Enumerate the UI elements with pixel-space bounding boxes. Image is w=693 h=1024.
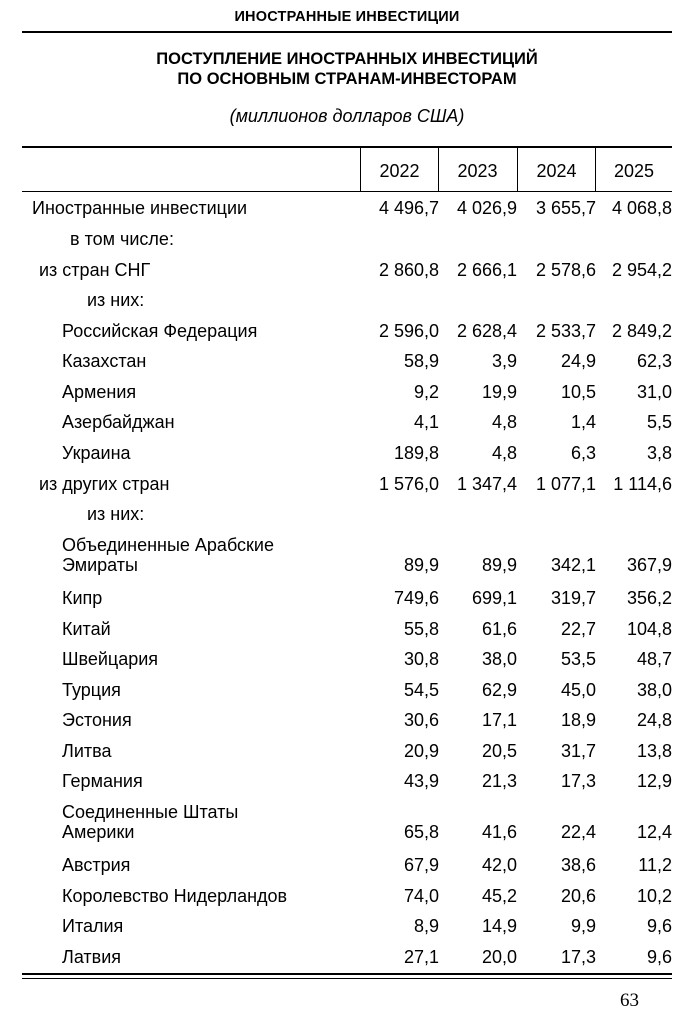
row-label: из других стран	[39, 474, 170, 494]
value-cell-2022: 4,1	[413, 412, 439, 432]
row-label: Иностранные инвестиции	[32, 198, 248, 218]
value-cell-2022: 2 860,8	[378, 260, 439, 280]
row-label: Королевство Нидерландов	[62, 886, 288, 906]
row-label: Армения	[62, 382, 137, 402]
row-label: Австрия	[62, 855, 131, 875]
value-cell-2022: 4 496,7	[378, 198, 439, 218]
value-cell-2022: 749,6	[393, 588, 439, 608]
row-label: из них:	[87, 290, 145, 310]
value-cell-2024: 319,7	[550, 588, 596, 608]
table-bottom-rule	[22, 973, 672, 975]
row-label: Украина	[62, 443, 131, 463]
row-label: Соединенные Штаты	[62, 802, 239, 822]
year-header-2025: 2025	[595, 148, 672, 191]
row-label: из них:	[87, 504, 145, 524]
value-cell-2022: 2 596,0	[378, 321, 439, 341]
value-cell-2023: 20,0	[481, 947, 517, 967]
value-cell-2023: 61,6	[481, 619, 517, 639]
value-cell-2024: 18,9	[560, 710, 596, 730]
value-cell-2025: 11,2	[638, 855, 672, 875]
value-cell-2024: 53,5	[560, 649, 596, 669]
row-label: Азербайджан	[62, 412, 175, 432]
value-cell-2024: 20,6	[560, 886, 596, 906]
value-cell-2025: 48,7	[636, 649, 672, 669]
value-cell-2023: 14,9	[481, 916, 517, 936]
value-cell-2022: 67,9	[403, 855, 439, 875]
value-cell-2023: 42,0	[481, 855, 517, 875]
value-cell-2025: 356,2	[626, 588, 672, 608]
year-header-2024: 2024	[517, 148, 595, 191]
row-label: Латвия	[62, 947, 122, 967]
value-cell-2023: 38,0	[481, 649, 517, 669]
year-header-2022: 2022	[360, 148, 438, 191]
value-cell-2025: 9,6	[646, 947, 672, 967]
row-label-continued: Америки	[62, 822, 135, 842]
value-cell-2024: 2 578,6	[535, 260, 596, 280]
value-cell-2022: 58,9	[403, 351, 439, 371]
value-cell-2022: 20,9	[403, 741, 439, 761]
row-label: Объединенные Арабские	[62, 535, 274, 555]
value-cell-2025: 4 068,8	[611, 198, 672, 218]
value-cell-2022: 8,9	[413, 916, 439, 936]
value-cell-2023: 17,1	[481, 710, 517, 730]
value-cell-2024: 22,4	[560, 822, 596, 842]
title-line-2: ПО ОСНОВНЫМ СТРАНАМ-ИНВЕСТОРАМ	[177, 70, 517, 88]
value-cell-2024: 342,1	[550, 555, 596, 575]
value-cell-2025: 9,6	[646, 916, 672, 936]
value-cell-2022: 55,8	[403, 619, 439, 639]
value-cell-2022: 89,9	[403, 555, 439, 575]
value-cell-2025: 104,8	[626, 619, 672, 639]
row-label: Италия	[62, 916, 124, 936]
value-cell-2025: 12,4	[636, 822, 672, 842]
value-cell-2022: 54,5	[403, 680, 439, 700]
value-cell-2024: 6,3	[570, 443, 596, 463]
value-cell-2023: 20,5	[481, 741, 517, 761]
value-cell-2022: 30,8	[403, 649, 439, 669]
row-label: Германия	[62, 771, 143, 791]
units-subtitle: (миллионов долларов США)	[229, 106, 465, 126]
value-cell-2023: 89,9	[481, 555, 517, 575]
row-label: Казахстан	[62, 351, 147, 371]
value-cell-2022: 43,9	[403, 771, 439, 791]
value-cell-2025: 2 849,2	[611, 321, 672, 341]
value-cell-2024: 22,7	[560, 619, 596, 639]
value-cell-2023: 62,9	[481, 680, 517, 700]
row-label: Китай	[62, 619, 111, 639]
row-label: Кипр	[62, 588, 103, 608]
row-label: Литва	[62, 741, 112, 761]
value-cell-2025: 31,0	[636, 382, 672, 402]
title-line-1: ПОСТУПЛЕНИЕ ИНОСТРАННЫХ ИНВЕСТИЦИЙ	[156, 50, 538, 68]
value-cell-2023: 41,6	[481, 822, 517, 842]
value-cell-2024: 45,0	[560, 680, 596, 700]
value-cell-2024: 24,9	[560, 351, 596, 371]
value-cell-2023: 21,3	[481, 771, 517, 791]
value-cell-2025: 367,9	[626, 555, 672, 575]
row-label-continued: Эмираты	[62, 555, 138, 575]
value-cell-2025: 38,0	[636, 680, 672, 700]
section-header: ИНОСТРАННЫЕ ИНВЕСТИЦИИ	[22, 5, 672, 33]
value-cell-2024: 9,9	[570, 916, 596, 936]
value-cell-2025: 24,8	[636, 710, 672, 730]
value-cell-2022: 74,0	[403, 886, 439, 906]
row-label: Швейцария	[62, 649, 159, 669]
value-cell-2024: 17,3	[560, 771, 596, 791]
value-cell-2022: 30,6	[403, 710, 439, 730]
value-cell-2024: 10,5	[560, 382, 596, 402]
row-label: Российская Федерация	[62, 321, 258, 341]
table-header	[22, 148, 672, 192]
row-label: в том числе:	[70, 229, 174, 249]
value-cell-2023: 1 347,4	[456, 474, 517, 494]
year-header-2023: 2023	[438, 148, 516, 191]
value-cell-2022: 27,1	[403, 947, 439, 967]
value-cell-2022: 189,8	[393, 443, 439, 463]
value-cell-2023: 4,8	[491, 443, 517, 463]
value-cell-2023: 4 026,9	[456, 198, 517, 218]
value-cell-2023: 4,8	[491, 412, 517, 432]
value-cell-2025: 10,2	[636, 886, 672, 906]
value-cell-2025: 5,5	[646, 412, 672, 432]
row-label: из стран СНГ	[39, 260, 151, 280]
page-title	[22, 49, 672, 89]
value-cell-2025: 1 114,6	[613, 474, 672, 494]
value-cell-2025: 2 954,2	[611, 260, 672, 280]
value-cell-2025: 12,9	[636, 771, 672, 791]
value-cell-2025: 62,3	[636, 351, 672, 371]
value-cell-2023: 2 628,4	[456, 321, 517, 341]
value-cell-2023: 699,1	[471, 588, 517, 608]
row-label: Эстония	[62, 710, 132, 730]
value-cell-2024: 38,6	[560, 855, 596, 875]
value-cell-2024: 31,7	[560, 741, 596, 761]
value-cell-2023: 3,9	[491, 351, 517, 371]
value-cell-2022: 1 576,0	[378, 474, 439, 494]
value-cell-2025: 13,8	[636, 741, 672, 761]
value-cell-2023: 2 666,1	[456, 260, 517, 280]
value-cell-2024: 17,3	[560, 947, 596, 967]
value-cell-2024: 3 655,7	[535, 198, 596, 218]
value-cell-2023: 19,9	[481, 382, 517, 402]
value-cell-2024: 1,4	[570, 412, 596, 432]
value-cell-2024: 2 533,7	[535, 321, 596, 341]
row-label: Турция	[62, 680, 121, 700]
page-number: 63	[620, 990, 639, 1011]
value-cell-2022: 9,2	[413, 382, 439, 402]
value-cell-2025: 3,8	[646, 443, 672, 463]
value-cell-2022: 65,8	[403, 822, 439, 842]
value-cell-2023: 45,2	[481, 886, 517, 906]
table-bottom-rule-double	[22, 978, 672, 979]
value-cell-2024: 1 077,1	[535, 474, 596, 494]
